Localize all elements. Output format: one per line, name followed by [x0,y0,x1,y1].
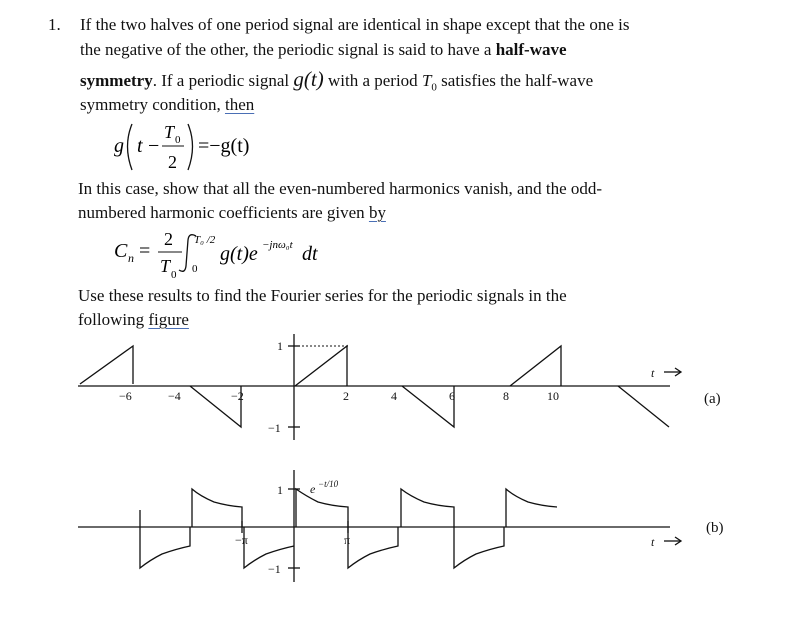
fig-b-neg-hump-3 [348,527,398,568]
fig-a-y-label: 1 [277,339,283,353]
eq2-denominator: T [160,256,171,276]
by-link: by [368,203,386,222]
fig-a-tick-label: −2 [231,389,244,403]
fig-a-tick-label: −4 [168,389,181,403]
fig-a-tick-label: 10 [547,389,559,403]
fig-b-neg-hump-4 [454,527,504,568]
eq2-lower-limit: 0 [192,263,198,275]
fig-b-curve-label: e [310,482,316,496]
eq2-numerator: 2 [164,229,173,249]
eq2-exponent: −jnω₀t [262,239,293,251]
fig-b-y-label: −1 [268,562,281,576]
text-line-3-b: . If a periodic signal [152,71,290,90]
text-line-1: If the two halves of one period signal are identical in shape except that the one is [80,15,630,34]
fig-a-tick-label: 6 [449,389,455,403]
eq2-C: C [114,240,128,262]
fig-b-neg-hump-1 [140,527,190,568]
half-wave-term: half-wave [495,40,567,59]
fig-b-tick-label: −π [235,533,248,547]
fig-b-y-label: 1 [277,483,283,497]
eq2-den-sub: 0 [171,269,177,281]
symmetry-term: symmetry [80,71,153,90]
fig-b-t-label: t [651,535,655,549]
g-of-t-inline: g(t) [293,67,324,91]
eq1-T0: T [164,122,175,142]
text-line-6-a: numbered harmonic coefficients are given [78,203,369,222]
then-link: then [224,95,255,114]
eq1-minus: − [148,135,160,157]
fig-b-hump-3 [401,489,454,527]
fig-b-curve-exponent: −t/10 [318,479,339,489]
fig-b-hump-1 [140,489,242,527]
eq1-rhs: =−g(t) [198,135,250,157]
text-line-3-d: satisfies the half-wave [441,71,594,90]
eq1-t: t [137,135,143,157]
problem-number: 1. [48,15,61,34]
text-line-4-a: symmetry condition, [80,95,225,114]
fig-a-tick-label: 8 [503,389,509,403]
fig-b-hump-4 [506,489,557,527]
fig-a-tick-label: 4 [391,389,397,403]
eq1-T0-sub: 0 [175,134,181,146]
fig-a-tick-label: 2 [343,389,349,403]
text-line-2-a: the negative of the other, the periodic signal is said to have a [80,40,496,59]
text-line-8-a: following [78,310,149,329]
fig-a-y-label: −1 [268,421,281,435]
text-line-3-c: with a period [327,71,418,90]
fig-b-caption: (b) [706,520,724,536]
fig-a-tick-label: −6 [119,389,132,403]
eq1-denominator: 2 [168,152,177,172]
eq2-dt: dt [302,243,318,265]
fig-b-tick-label: π [344,533,351,547]
text-line-7: Use these results to find the Fourier series for the periodic signals in the [78,286,567,305]
fig-a-caption: (a) [704,391,721,407]
eq2-upper-limit: T₀ /2 [194,234,216,246]
eq2-integrand: g(t)e [220,243,258,265]
eq2-sub-n: n [128,251,134,265]
text-line-5: In this case, show that all the even-numbered harmonics vanish, and the odd- [78,179,603,198]
eq2-equals: = [139,240,151,262]
figure-link: figure [148,310,189,329]
fig-b-hump-2 [296,489,348,527]
fig-a-t-label: t [651,366,655,380]
eq1-g: g [114,135,124,157]
T0-inline: $T_0$ [421,71,437,94]
